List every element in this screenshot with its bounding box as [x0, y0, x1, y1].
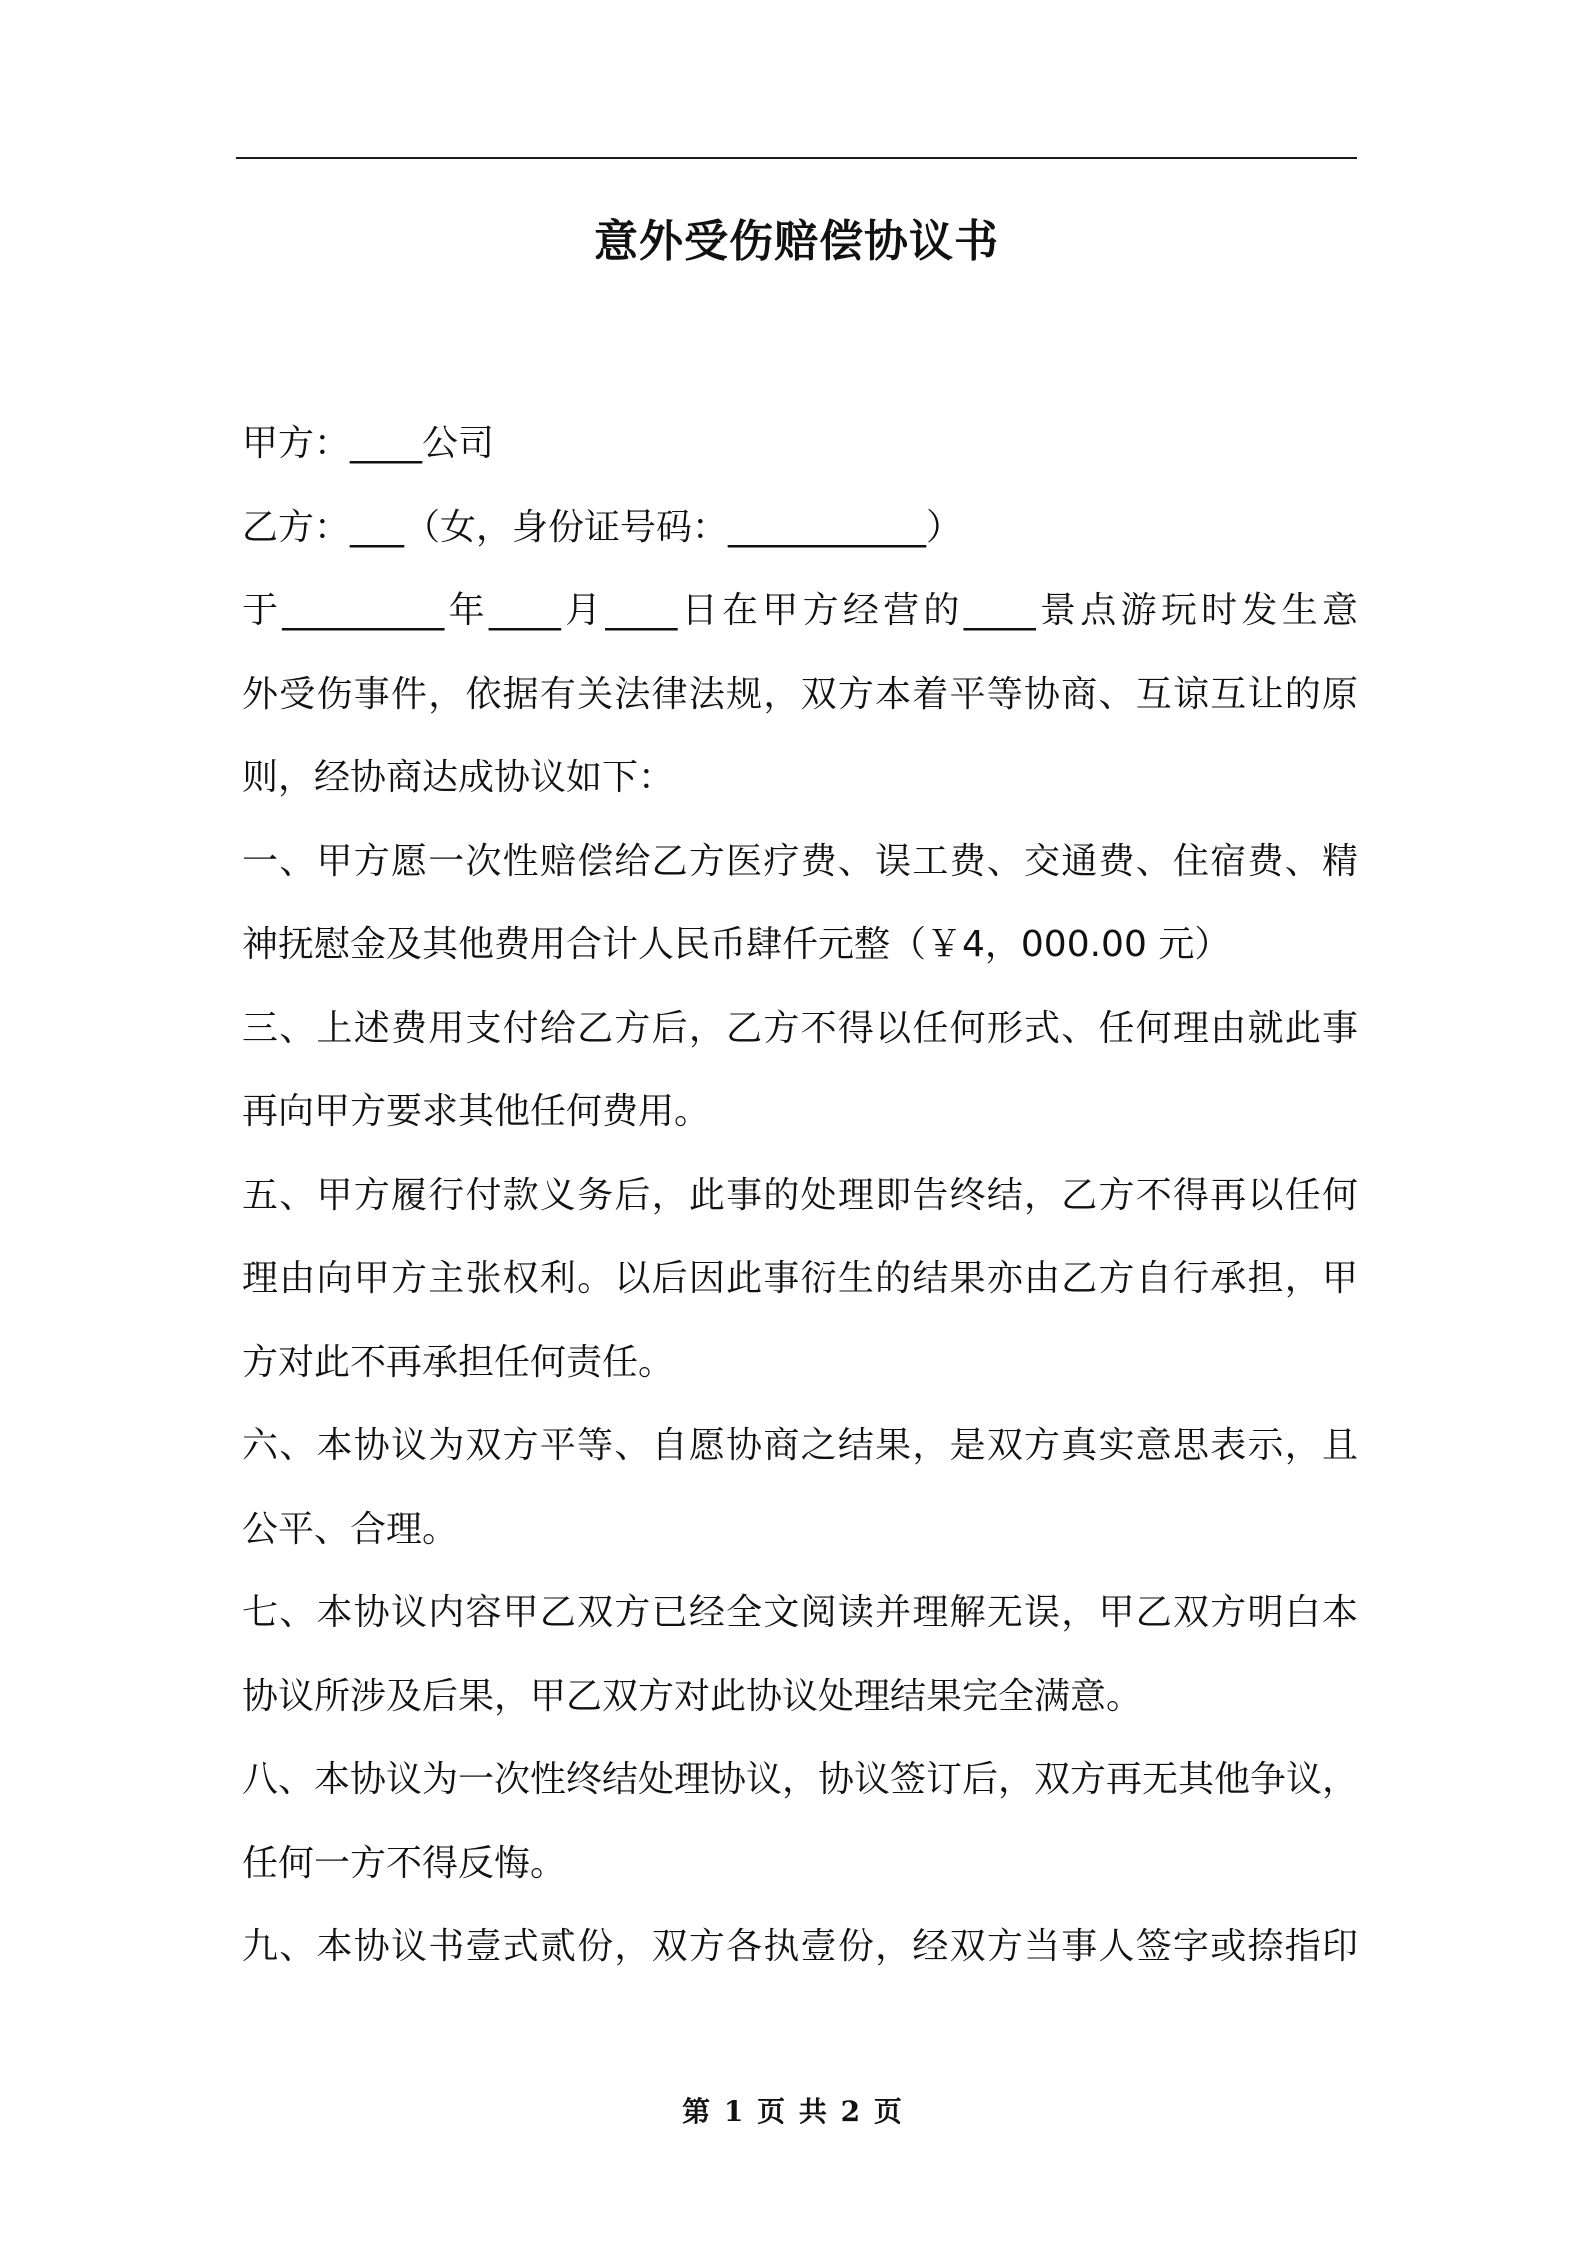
body-line: 三、上述费用支付给乙方后，乙方不得以任何形式、任何理由就此事	[242, 1007, 1358, 1049]
body-line: 方对此不再承担任何责任。	[242, 1341, 675, 1383]
body-line: 甲方：____公司	[242, 423, 495, 464]
body-line: 乙方：___（女，身份证号码：___________）	[242, 506, 963, 548]
body-line: 七、本协议内容甲乙双方已经全文阅读并理解无误，甲乙双方明白本	[242, 1592, 1358, 1633]
body-line: 理由向甲方主张权利。以后因此事衍生的结果亦由乙方自行承担，甲	[242, 1258, 1358, 1299]
document-body	[242, 402, 1358, 1989]
body-line: 则，经协商达成协议如下：	[242, 757, 675, 798]
body-line: 八、本协议为一次性终结处理协议，协议签订后，双方再无其他争议，	[242, 1759, 1358, 1800]
page-number-footer: 第 1 页 共 2 页	[682, 2095, 904, 2128]
body-line: 外受伤事件，依据有关法律法规，双方本着平等协商、互谅互让的原	[242, 673, 1358, 715]
body-line: 公平、合理。	[242, 1508, 459, 1550]
body-line: 于_________年____月____日在甲方经营的____景点游玩时发生意	[242, 590, 1358, 631]
body-line: 五、甲方履行付款义务后，此事的处理即告终结，乙方不得再以任何	[242, 1174, 1358, 1216]
body-line: 九、本协议书壹式贰份，双方各执壹份，经双方当事人签字或捺指印	[242, 1926, 1358, 1967]
document-title: 意外受伤赔偿协议书	[594, 216, 999, 267]
body-line: 协议所涉及后果，甲乙双方对此协议处理结果完全满意。	[242, 1675, 1143, 1717]
body-line: 神抚慰金及其他费用合计人民币肆仟元整（￥4，000.00 元）	[242, 924, 1231, 965]
body-line: 一、甲方愿一次性赔偿给乙方医疗费、误工费、交通费、住宿费、精	[242, 840, 1358, 882]
body-line: 再向甲方要求其他任何费用。	[242, 1091, 711, 1132]
body-line: 任何一方不得反悔。	[242, 1842, 567, 1884]
body-line: 六、本协议为双方平等、自愿协商之结果，是双方真实意思表示，且	[242, 1425, 1358, 1466]
header-rule	[236, 157, 1357, 159]
